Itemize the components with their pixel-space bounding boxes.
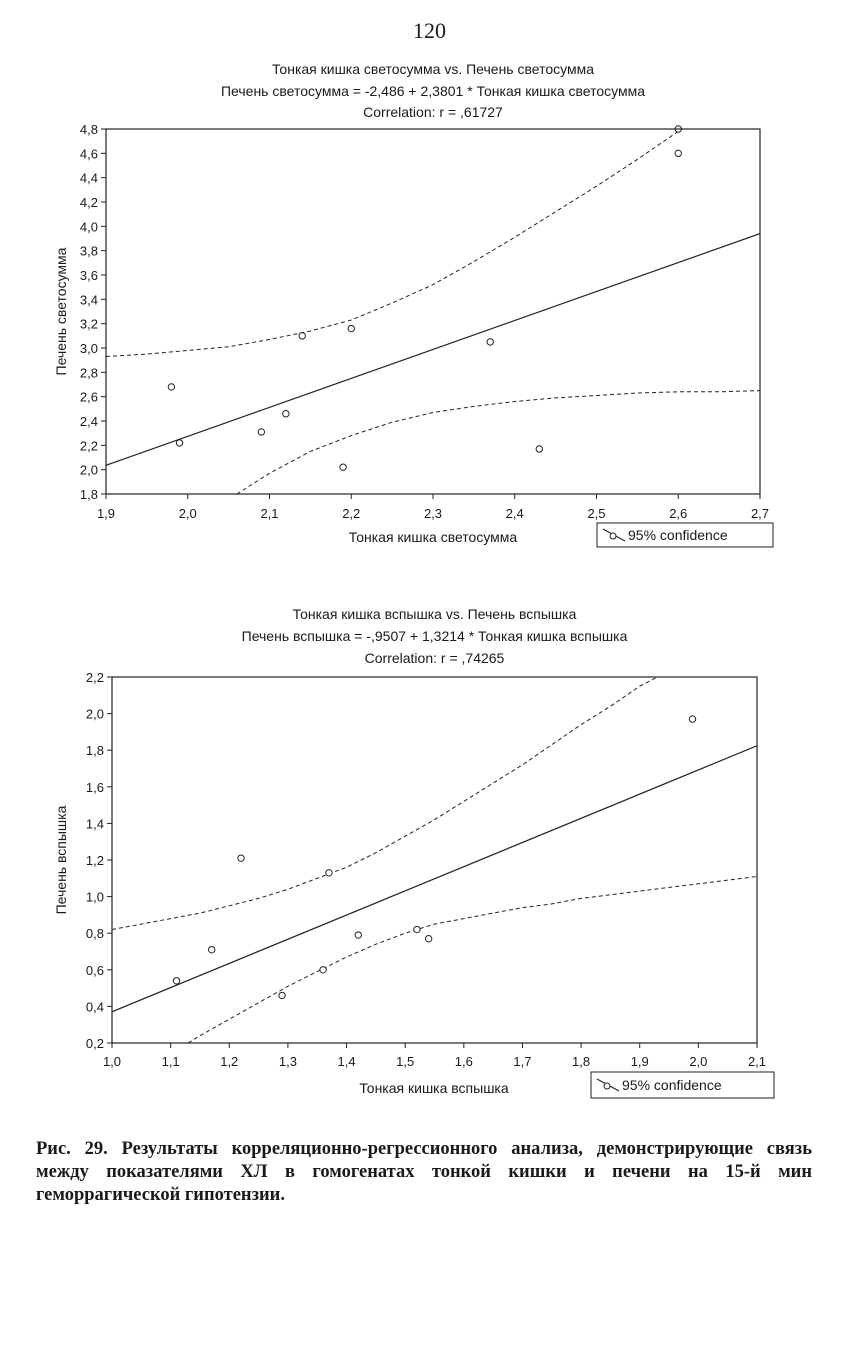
data-point — [173, 978, 179, 984]
x-tick-label: 1,1 — [161, 1054, 180, 1069]
x-tick-label: 2,2 — [342, 506, 361, 521]
plot-area — [112, 677, 757, 1043]
x-tick-label: 1,2 — [220, 1054, 239, 1069]
x-tick-label: 1,5 — [396, 1054, 415, 1069]
plot-frame — [112, 677, 757, 1043]
data-point — [355, 932, 361, 938]
y-tick-label: 3,2 — [79, 316, 98, 332]
y-tick-label: 1,0 — [85, 889, 104, 905]
y-tick-label: 2,6 — [79, 389, 98, 405]
x-tick-label: 2,1 — [260, 506, 279, 521]
y-tick-label: 0,4 — [85, 999, 104, 1015]
plot-area — [106, 122, 760, 494]
confidence-band-lower — [188, 877, 757, 1044]
y-tick-label: 2,2 — [79, 438, 98, 454]
y-tick-label: 1,2 — [85, 853, 104, 868]
x-tick-label: 1,7 — [513, 1054, 532, 1069]
data-point — [299, 333, 305, 339]
confidence-band-upper — [106, 122, 695, 357]
data-point — [326, 870, 332, 876]
data-point — [536, 446, 542, 452]
correlation-label: Correlation: r = ,61727 — [363, 104, 503, 120]
y-tick-label: 1,6 — [85, 779, 104, 795]
y-axis-label: Печень вспышка — [53, 805, 69, 915]
legend-label: 95% confidence — [622, 1077, 722, 1093]
chart-light-sum — [0, 50, 859, 610]
x-tick-label: 1,6 — [454, 1054, 473, 1069]
data-point — [258, 429, 264, 435]
data-point — [238, 855, 244, 861]
data-point — [279, 992, 285, 998]
x-axis-label: Тонкая кишка светосумма — [348, 529, 518, 545]
correlation-label: Correlation: r = ,74265 — [364, 650, 505, 666]
y-tick-label: 1,8 — [79, 487, 98, 502]
y-tick-label: 2,2 — [85, 670, 104, 685]
data-point — [689, 716, 695, 722]
y-tick-label: 4,4 — [79, 170, 98, 186]
y-tick-label: 0,2 — [85, 1036, 104, 1051]
x-tick-label: 2,7 — [750, 506, 770, 521]
y-tick-label: 3,6 — [79, 268, 98, 283]
regression-equation: Печень вспышка = -,9507 + 1,3214 * Тонкая кишка вспышка — [241, 628, 628, 644]
y-tick-label: 2,0 — [85, 706, 104, 722]
y-axis-label: Печень светосумма — [53, 247, 69, 376]
y-tick-label: 1,8 — [85, 743, 104, 759]
legend-label: 95% confidence — [628, 527, 728, 543]
regression-equation: Печень светосумма = -2,486 + 2,3801 * Тонкая кишка светосумма — [220, 83, 646, 99]
x-tick-label: 2,0 — [178, 506, 197, 521]
x-tick-label: 2,6 — [669, 506, 688, 521]
data-point — [425, 935, 431, 941]
x-tick-label: 2,0 — [689, 1054, 708, 1069]
y-tick-label: 4,0 — [79, 219, 98, 235]
y-tick-label: 3,8 — [79, 243, 98, 259]
x-tick-label: 1,3 — [278, 1054, 297, 1069]
data-point — [168, 384, 174, 390]
data-point — [176, 440, 182, 446]
data-point — [414, 926, 420, 932]
chart-flash — [0, 595, 859, 1155]
x-tick-label: 2,5 — [587, 506, 606, 521]
y-tick-label: 0,8 — [85, 926, 104, 942]
chart-title: Тонкая кишка вспышка vs. Печень вспышка — [292, 606, 577, 622]
y-tick-label: 2,4 — [79, 414, 98, 429]
y-tick-label: 4,2 — [79, 195, 98, 210]
x-tick-label: 1,9 — [630, 1054, 649, 1069]
legend-marker-icon — [610, 533, 616, 539]
x-tick-label: 1,9 — [96, 506, 116, 521]
y-tick-label: 3,0 — [79, 341, 98, 356]
data-point — [340, 464, 346, 470]
x-tick-label: 1,4 — [337, 1054, 356, 1069]
regression-line — [112, 746, 757, 1012]
x-axis-label: Тонкая кишка вспышка — [359, 1080, 509, 1096]
confidence-band-lower — [237, 391, 760, 494]
data-point — [283, 411, 289, 417]
y-tick-label: 3,4 — [79, 292, 98, 308]
data-point — [675, 150, 681, 156]
y-tick-label: 2,8 — [79, 365, 98, 381]
confidence-band-upper — [112, 677, 657, 930]
y-tick-label: 1,4 — [85, 816, 104, 832]
data-point — [208, 946, 214, 952]
y-tick-label: 4,6 — [79, 146, 98, 162]
y-tick-label: 0,6 — [85, 962, 104, 978]
x-tick-label: 2,4 — [505, 506, 524, 521]
legend-marker-icon — [604, 1083, 610, 1089]
x-tick-label: 2,1 — [747, 1054, 767, 1069]
x-tick-label: 1,8 — [572, 1054, 591, 1069]
x-tick-label: 2,3 — [423, 506, 443, 521]
plot-frame — [106, 129, 760, 494]
page-number: 120 — [413, 18, 446, 43]
data-point — [348, 325, 354, 331]
data-point — [487, 339, 493, 345]
y-tick-label: 2,0 — [79, 462, 98, 478]
figure-caption: Рис. 29. Результаты корреляционно-регрессионного анализа, демонстрирующие связь между показателями ХЛ в гомогенатах тонкой кишки и печени на 15-й мин геморрагической гипотензии. — [36, 1139, 812, 1205]
chart-title: Тонкая кишка светосумма vs. Печень светосумма — [271, 61, 595, 77]
x-tick-label: 1,0 — [102, 1054, 122, 1069]
y-tick-label: 4,8 — [79, 122, 98, 137]
data-point — [320, 967, 326, 973]
